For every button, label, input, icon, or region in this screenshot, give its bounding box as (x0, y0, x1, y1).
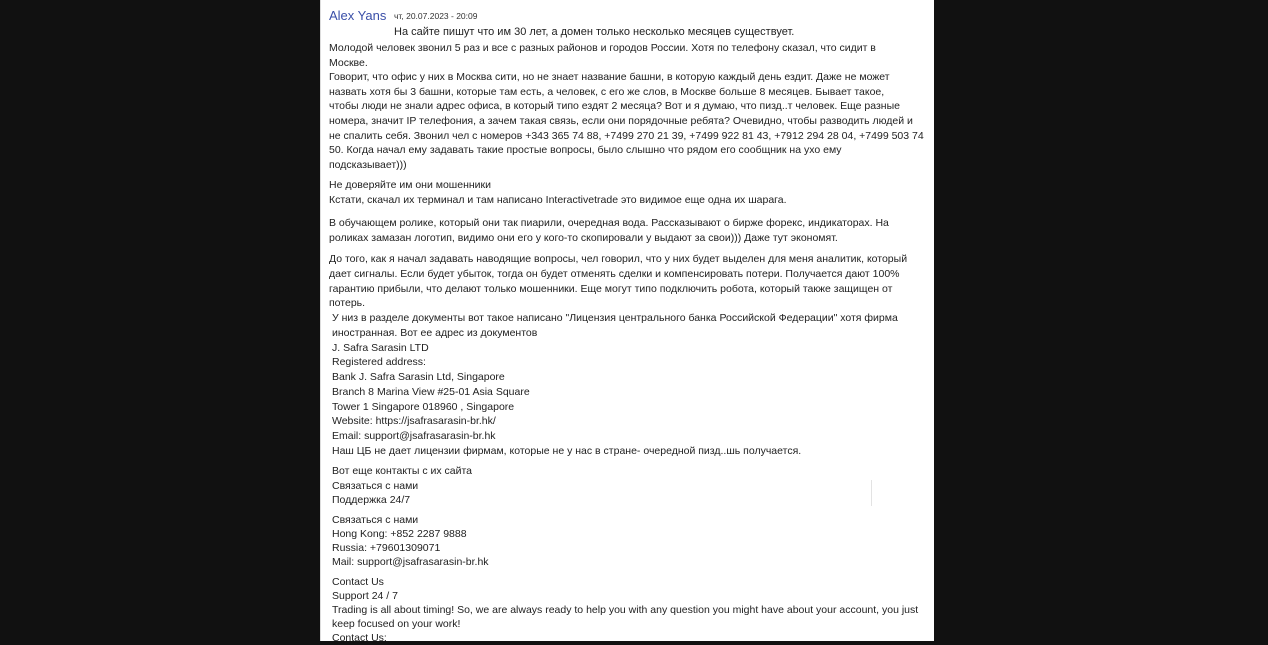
text-line: не спалить себя. Звонил чел с номеров +343 365 74 88, +7499 270 21 39, +7499 922 81 43, +7912 294 28 04, +7499 503 74 (329, 129, 924, 142)
text-line: Bank J. Safra Sarasin Ltd, Singapore (332, 371, 505, 383)
text-line: Связаться с нами (332, 479, 419, 492)
text-line: 50. Когда начал ему задавать такие простые вопросы, было слышно что рядом его сообщник на ухо ему (329, 144, 842, 157)
comment-heading: На сайте пишут что им 30 лет, а домен только несколько месяцев существует. (394, 26, 795, 38)
text-line: Contact Us (332, 576, 384, 588)
text-line: До того, как я начал задавать наводящие вопросы, чел говорил, что у них будет выделен для меня аналитик, который (329, 253, 908, 265)
comment-paragraph (332, 464, 472, 508)
text-line: J. Safra Sarasin LTD (332, 341, 429, 354)
quote-divider (871, 480, 872, 506)
text-line: Вот еще контакты с их сайта (332, 465, 473, 477)
text-line: Support 24 / 7 (332, 590, 398, 602)
text-line: В обучающем ролике, который они так пиарили, очередная вода. Рассказывают о бирже форекс, индикаторах. На (329, 217, 889, 229)
comment-author-link[interactable]: Alex Yans (329, 8, 387, 23)
text-line: Registered address: (332, 356, 426, 369)
text-line: Молодой человек звонил 5 раз и все с разных районов и городов России. Хотя по телефону сказал, что сидит в (329, 42, 876, 54)
comment-date: чт, 20.07.2023 - 20:09 (394, 11, 478, 21)
text-line: чтобы люди не знали адрес офиса, в который типо ездят 2 месяца? Вот и я думаю, что пизд..т человек. Еще разные (329, 100, 900, 113)
text-line: назвать хотя бы 3 башни, которые там есть, а человек, с его же слов, в Москве больше 8 месяцев. Бывает такое, (329, 85, 885, 98)
text-line: Не доверяйте им они мошенники (329, 179, 491, 191)
text-line: номера, значит IP телефония, а зачем такая связь, если они порядочные ребята? Очевидно, чтобы разводить людей и (329, 114, 913, 127)
comment-paragraph (332, 311, 898, 459)
comment-paragraph (329, 216, 889, 246)
comment-paragraph (329, 41, 924, 172)
text-line: иностранная. Вот ее адрес из документов (332, 326, 538, 339)
text-line: Связаться с нами (332, 514, 419, 526)
text-line: гарантию прибыли, что делают только мошенники. Еще могут типо подключить робота, который также защищен от (329, 282, 893, 295)
text-line: Кстати, скачал их терминал и там написано Interactivetrade это видимое еще одна их шарага. (329, 194, 787, 206)
text-line: У низ в разделе документы вот такое написано "Лицензия центрального банка Российской Федерации" хотя фирма (332, 312, 898, 324)
text-line: Hong Kong: +852 2287 9888 (332, 528, 467, 540)
text-line: Contact Us: (332, 632, 387, 644)
text-line: Mail: support@jsafrasarasin-br.hk (332, 556, 489, 568)
comment-panel (320, 0, 934, 644)
text-line: потерь. (329, 297, 366, 310)
comment-paragraph (332, 513, 489, 569)
text-line: Говорит, что офис у них в Москва сити, но не знает название башни, в которую каждый день ездит. Даже не может (329, 71, 890, 84)
text-line: Email: support@jsafrasarasin-br.hk (332, 430, 496, 442)
text-line: Website: https://jsafrasarasin-br.hk/ (332, 415, 496, 428)
text-line: Russia: +79601309071 (332, 542, 441, 554)
text-line: Branch 8 Marina View #25-01 Asia Square (332, 385, 530, 398)
text-line: Trading is all about timing! So, we are always ready to help you with any question you might have about your account, you just (332, 604, 919, 616)
text-line: подсказывает))) (329, 158, 407, 171)
comment-paragraph (332, 575, 918, 645)
text-line: роликах замазан логотип, видимо они его у кого-то скопировали у выдают за свои))) Даже тут экономят. (329, 232, 838, 244)
comment-paragraph (329, 178, 787, 208)
text-line: Наш ЦБ не дает лицензии фирмам, которые не у нас в стране- очередной пизд..шь получается. (332, 444, 802, 457)
text-line: Поддержка 24/7 (332, 494, 411, 506)
text-line: дает сигналы. Если будет убыток, тогда он будет отменять сделки и компенсировать потери. Получается дают 100% (329, 267, 900, 280)
text-line: Tower 1 Singapore 018960 , Singapore (332, 400, 515, 413)
text-line: keep focused on your work! (332, 618, 461, 630)
text-line: Москве. (329, 56, 368, 69)
comment-paragraph (329, 252, 907, 311)
